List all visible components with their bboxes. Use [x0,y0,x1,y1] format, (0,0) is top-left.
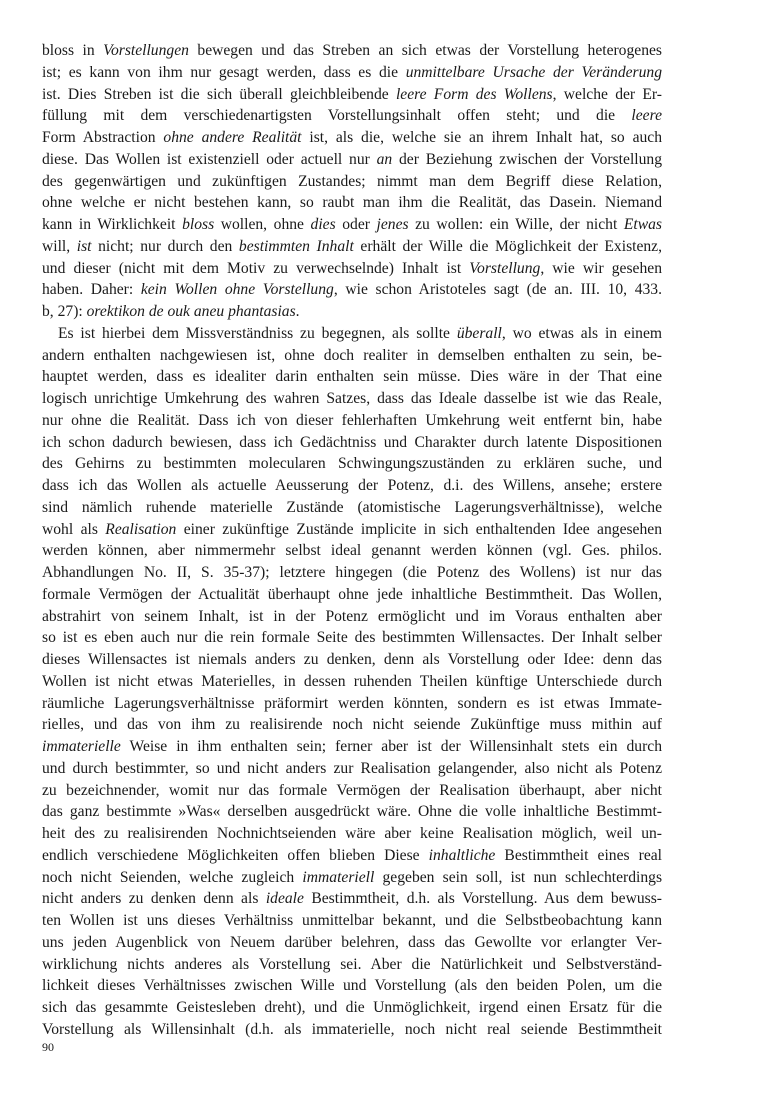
italic-text: Realisation [105,520,177,538]
text-segment: der Beziehung zwischen der Vorstellung [392,150,662,168]
text-segment: gegeben sein soll, ist nun schlechterdings [374,868,662,886]
text-line [42,736,662,758]
text-line [42,649,662,671]
text-segment: zu wollen: ein Wille, der nicht [408,216,624,233]
text-line [42,366,662,388]
text-segment: Form Abstraction [42,129,164,146]
text-segment: , wie wir gesehen [540,259,662,277]
text-line [42,410,662,432]
italic-text: leere [631,107,662,125]
text-segment: Vorstellung als Willensinhalt (d.h. als immaterielle, noch nicht real seiende Bestimmtheit [42,1020,662,1038]
text-line [42,149,662,171]
text-line [42,236,662,258]
text-line [42,954,662,976]
text-line [42,301,662,323]
text-segment: dass ich das Wollen als actuelle Aeusserung der Potenz, d.i. des Willens, ansehe; erstere [42,477,662,494]
text-line [42,562,662,584]
page-body [42,40,662,1041]
text-segment: rielles, und das von ihm zu realisirende noch nicht seiende Zukünftige muss mithin auf [42,716,662,734]
italic-text: Vorstellungen [103,42,189,59]
text-segment: ist; es kann von ihm nur gesagt werden, dass es die [42,63,406,81]
text-segment: lichkeit dieses Verhältnisses zwischen Wille und Vorstellung (als den beiden Polen, um die [42,977,662,995]
text-segment: diese. Das Wollen ist existenziell oder actuell nur [42,150,377,168]
text-line [42,171,662,193]
text-line [42,127,662,149]
text-line [42,279,662,301]
italic-text: kein Wollen ohne Vorstellung [140,281,334,299]
text-line [42,823,662,845]
text-segment: Weise in ihm enthalten sein; ferner aber ist der Willensinhalt stets ein durch [120,738,662,755]
text-line [42,910,662,932]
text-line [42,540,662,562]
text-line [42,105,662,127]
text-line [42,780,662,802]
text-segment: einer zukünftige Zustände implicite in sich enthaltenden Idee angesehen [176,520,662,538]
text-segment: Abhandlungen No. II, S. 35-37); letztere hingegen (die Potenz des Wollens) ist nur das [42,564,662,581]
text-segment: hauptet werden, dass es idealiter darin enthalten sein müsse. Dies wäre in der That eine [42,368,662,386]
text-segment: Wollen ist nicht etwas Materielles, in dessen ruhenden Theilen künftige Unterschiede durch [42,672,662,690]
text-segment: , wie schon Aristoteles sagt (de an. III. 10, 433. [333,281,662,299]
text-line [42,714,662,736]
text-line [42,801,662,823]
italic-text: Vorstellung [469,259,541,277]
text-line [42,323,662,345]
text-line [42,867,662,889]
italic-text: überall [456,324,502,342]
italic-text: ohne andere Realität [163,129,302,146]
text-line [42,584,662,606]
text-segment: ist, als die, welche sie an ihrem Inhalt hat, so auch [301,129,662,146]
text-line [42,606,662,628]
text-line [42,932,662,954]
text-segment: logisch unrichtige Umkehrung des wahren Satzes, dass das Ideale dasselbe ist wie das Reale, [42,390,662,407]
text-line [42,475,662,497]
text-segment: will, [42,237,77,255]
text-line [42,497,662,519]
italic-text: unmittelbare Ursache der Veränderung [405,63,662,81]
text-segment: des gegenwärtigen und zukünftigen Zustandes; nimmt man dem Begriff diese Relation, [42,172,662,190]
text-line [42,453,662,475]
text-segment: oder [335,216,377,233]
text-line [42,693,662,715]
italic-text: orektikon de ouk aneu phantasias [86,303,296,320]
text-segment: des Gehirns zu bestimmten molecularen Schwingungszuständen zu erklären suche, und [42,455,662,473]
text-segment: sind nämlich ruhende materielle Zustände (atomistische Lagerungsverhältnisse), welche [42,498,662,516]
text-segment: werden können, aber nimmermehr selbst ideal genannt werden können (vgl. Ges. philos. [42,542,662,560]
italic-text: immateriell [302,868,375,886]
italic-text: an [376,150,393,168]
text-line [42,758,662,780]
text-line [42,192,662,214]
text-line [42,997,662,1019]
text-segment: endlich verschiedene Möglichkeiten offen blieben Diese [42,846,429,864]
text-segment: heit des zu realisirenden Nochnichtseienden wäre aber keine Realisation möglich, weil un- [42,825,662,842]
text-line [42,214,662,236]
text-segment: und dieser (nicht mit dem Motiv zu verwechselnde) Inhalt ist [42,259,470,277]
text-segment: kann in Wirklichkeit [42,216,183,233]
text-line [42,62,662,84]
text-segment: bloss in [42,42,104,59]
text-line [42,40,662,62]
text-line [42,388,662,410]
text-segment: ist. Dies Streben ist die sich überall gleichbleibende [42,85,396,103]
text-segment: Bestimmtheit, d.h. als Vorstellung. Aus dem bewuss- [303,890,662,908]
text-segment: wollen, ohne [214,216,311,233]
text-segment: räumliche Lagerungsverhältnisse präformirt werden könnten, sondern es ist etwas Immate- [42,694,662,712]
text-segment: und durch bestimmter, so und nicht anders zur Realisation gelangender, also nicht als Potenz [42,759,662,777]
text-segment: haben. Daher: [42,281,141,299]
text-segment: nicht; nur durch den [91,237,239,255]
text-line [42,975,662,997]
italic-text: inhaltliche [428,846,496,864]
italic-text: ideale [265,890,304,908]
text-segment: so ist es eben auch nur die rein formale Seite des bestimmten Willensactes. Der Inhalt selber [42,629,662,647]
text-line [42,432,662,454]
text-segment: noch nicht Seienden, welche zugleich [42,868,303,886]
text-segment: ohne welche er nicht bestehen kann, so raubt man ihm die Realität, das Dasein. Niemand [42,194,662,212]
text-line [42,345,662,367]
text-segment: formale Vermögen der Actualität überhaupt ohne jede inhaltliche Bestimmtheit. Das Wollen, [42,585,662,603]
italic-text: bestimmten Inhalt [238,237,354,255]
text-segment: wohl als [42,520,106,538]
text-segment: füllung mit dem verschiedenartigsten Vorstellungsinhalt offen steht; und die [42,107,632,125]
text-segment: Bestimmtheit eines real [495,846,662,864]
text-segment: das ganz bestimmte »Was« derselben ausgedrückt wäre. Ohne die volle inhaltliche Bestimmt- [42,803,662,821]
text-segment: . [295,303,300,320]
italic-text: ist [76,237,92,255]
text-line [42,519,662,541]
italic-text: leere Form des Wollens [395,85,553,103]
text-segment: wirklichung nichts anderes als Vorstellung sei. Aber die Natürlichkeit und Selbstverständ- [42,955,662,973]
text-segment: uns jeden Augenblick von Neuem darüber belehren, dass das Gewollte vor erlangter Ver- [42,933,662,951]
page-number: 90 [42,1040,54,1054]
text-segment: nur ohne die Realität. Dass ich von dieser fehlerhaften Umkehrung weit entfernt bin, habe [42,411,662,429]
text-line [42,1019,662,1041]
italic-text: Etwas [623,216,662,233]
italic-text: jenes [376,216,409,233]
text-line [42,888,662,910]
text-line [42,84,662,106]
text-segment: abstrahirt von seinem Inhalt, ist in der Potenz ermöglicht und im Voraus enthalten aber [42,607,662,625]
text-segment: Es ist hierbei dem Missverständniss zu begegnen, als sollte [58,324,457,342]
text-segment: andern enthalten nachgewiesen ist, ohne doch realiter in demselben enthalten zu sein, be- [42,346,662,364]
text-line [42,845,662,867]
text-segment: b, 27): [42,303,87,320]
text-segment: erhält der Wille die Möglichkeit der Existenz, [353,237,662,255]
italic-text: bloss [182,216,215,233]
text-segment: , wo etwas als in einem [501,324,662,342]
text-line [42,627,662,649]
text-segment: dieses Willensactes ist niemals anders zu denken, denn als Vorstellung oder Idee: denn das [42,651,662,668]
text-segment: ten Wollen ist uns dieses Verhältniss unmittelbar bekannt, und die Selbstbeobachtung kann [42,912,662,929]
text-segment: ich schon dadurch bewiesen, dass ich Gedächtniss und Charakter durch latente Dispositionen [42,433,662,451]
text-segment: , welche der Er- [552,85,662,103]
text-line [42,258,662,280]
text-segment: nicht anders zu denken denn als [42,890,266,908]
italic-text: dies [310,216,336,233]
italic-text: immaterielle [42,738,121,755]
text-segment: bewegen und das Streben an sich etwas der Vorstellung heterogenes [188,42,662,59]
text-segment: zu bezeichnender, womit nur das formale Vermögen der Realisation überhaupt, aber nicht [42,781,662,799]
text-line [42,671,662,693]
text-segment: sich das gesammte Geistesleben dreht), und die Unmöglichkeit, irgend einen Ersatz für die [42,999,662,1016]
